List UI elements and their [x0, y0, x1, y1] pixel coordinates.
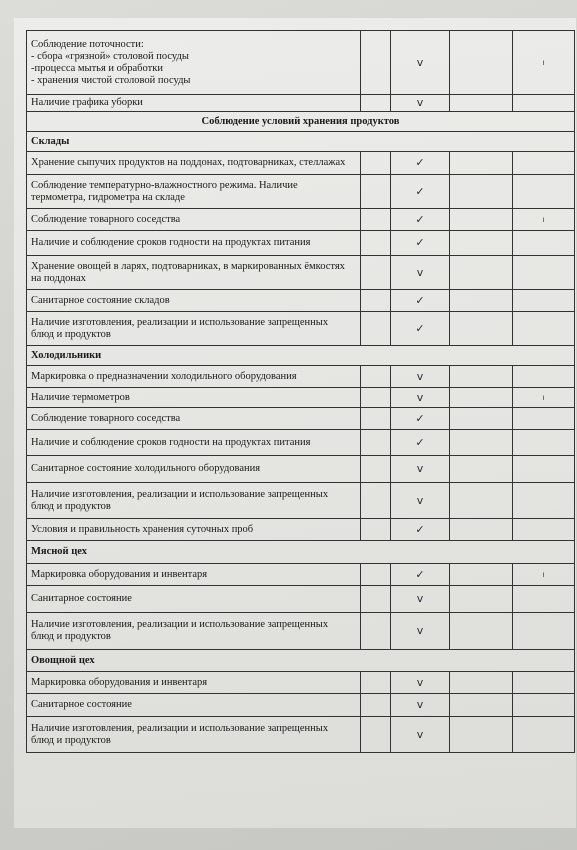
tick-mark-cell [513, 483, 575, 519]
table-row [27, 672, 575, 694]
empty-cell [450, 672, 513, 694]
check-mark-cell: v [391, 388, 450, 408]
section-header-row [27, 650, 575, 672]
tick-mark-cell [513, 175, 575, 209]
tick-mark-cell [513, 519, 575, 541]
empty-cell [361, 430, 391, 456]
criterion-text-line: Наличие графика уборки [31, 97, 143, 108]
empty-cell [361, 312, 391, 346]
empty-cell [450, 388, 513, 408]
tick-mark-cell: ı [513, 388, 575, 408]
criterion-text-line: Хранение овощей в ларях, подтоварниках, в маркированных ёмкостях [31, 260, 345, 272]
tick-mark-cell [513, 95, 575, 112]
check-mark-cell: ✓ [391, 564, 450, 586]
tick-mark-cell [513, 717, 575, 753]
empty-cell [361, 388, 391, 408]
table-row [27, 366, 575, 388]
empty-cell [450, 694, 513, 717]
criterion-text-line: Наличие изготовления, реализации и использование запрещенных [31, 488, 329, 500]
tick-mark-cell [513, 152, 575, 175]
table-row [27, 613, 575, 650]
table-row [27, 388, 575, 408]
empty-cell [361, 717, 391, 753]
check-mark-cell: ✓ [391, 519, 450, 541]
empty-cell [450, 586, 513, 613]
criterion-cell [27, 31, 361, 95]
tick-mark-cell [513, 256, 575, 290]
table-row [27, 209, 575, 231]
check-mark-cell: v [391, 95, 450, 112]
criterion-text-line: Наличие изготовления, реализации и использование запрещенных [31, 619, 329, 630]
empty-cell [361, 456, 391, 483]
empty-cell [361, 483, 391, 519]
criterion-text-line: Наличие изготовления, реализации и использование запрещенных [31, 316, 329, 328]
empty-cell [361, 95, 391, 112]
empty-cell [450, 175, 513, 209]
empty-cell [450, 209, 513, 231]
check-mark-cell: ✓ [391, 290, 450, 312]
criterion-text-line: - хранения чистой столовой посуды [31, 74, 191, 86]
empty-cell [450, 366, 513, 388]
table-row [27, 231, 575, 256]
section-header-row [27, 132, 575, 152]
criterion-cell [27, 456, 361, 483]
check-mark-cell: v [391, 366, 450, 388]
tick-mark-cell [513, 290, 575, 312]
criterion-text-line: блюд и продуктов [31, 500, 111, 512]
check-mark-cell: v [391, 256, 450, 290]
empty-cell [450, 456, 513, 483]
criterion-cell [27, 694, 361, 717]
criterion-text-line: Соблюдение поточности: [31, 38, 144, 50]
tick-mark-cell [513, 430, 575, 456]
empty-cell [450, 519, 513, 541]
empty-cell [450, 256, 513, 290]
empty-cell [361, 290, 391, 312]
check-mark-cell: v [391, 717, 450, 753]
empty-cell [361, 586, 391, 613]
check-mark-cell: ✓ [391, 175, 450, 209]
tick-mark-cell [513, 586, 575, 613]
empty-cell [361, 231, 391, 256]
check-mark-cell: ✓ [391, 209, 450, 231]
check-mark-cell: v [391, 694, 450, 717]
check-mark-cell: ✓ [391, 430, 450, 456]
empty-cell [361, 31, 391, 95]
criterion-text-line: Наличие и соблюдение сроков годности на продуктах питания [31, 436, 311, 448]
empty-cell [450, 408, 513, 430]
table-row [27, 256, 575, 290]
table-row [27, 430, 575, 456]
tick-mark-cell: ı [513, 31, 575, 95]
table-row [27, 694, 575, 717]
empty-cell [361, 366, 391, 388]
table-row [27, 519, 575, 541]
check-mark-cell: v [391, 483, 450, 519]
check-mark-cell: v [391, 672, 450, 694]
tick-mark-cell: ı [513, 564, 575, 586]
empty-cell [361, 152, 391, 175]
empty-cell [450, 290, 513, 312]
section-header: Склады [27, 132, 575, 152]
criterion-cell [27, 312, 361, 346]
empty-cell [361, 694, 391, 717]
criterion-cell [27, 290, 361, 312]
criterion-text-line: Санитарное состояние холодильного оборудования [31, 463, 261, 474]
criterion-cell [27, 231, 361, 256]
criterion-text-line: блюд и продуктов [31, 734, 111, 746]
table-row [27, 586, 575, 613]
check-mark-cell: v [391, 613, 450, 650]
empty-cell [361, 672, 391, 694]
criterion-text-line: Наличие изготовления, реализации и использование запрещенных [31, 722, 329, 734]
criterion-cell [27, 672, 361, 694]
tick-mark-cell [513, 672, 575, 694]
criterion-cell [27, 613, 361, 650]
criterion-cell [27, 152, 361, 175]
section-header: Мясной цех [27, 541, 575, 564]
table-row [27, 312, 575, 346]
check-mark-cell: ✓ [391, 231, 450, 256]
empty-cell [361, 613, 391, 650]
criterion-cell [27, 430, 361, 456]
section-title: Соблюдение условий хранения продуктов [27, 112, 575, 132]
tick-mark-cell [513, 456, 575, 483]
criterion-text-line: Наличие термометров [31, 391, 130, 403]
criterion-text-line: Санитарное состояние [31, 699, 132, 710]
criterion-text-line: Санитарное состояние складов [31, 294, 170, 306]
criterion-text-line: термометра, гидрометра на складе [31, 191, 185, 203]
criterion-text-line: на поддонах [31, 272, 86, 284]
criterion-cell [27, 483, 361, 519]
criterion-text-line: Наличие и соблюдение сроков годности на продуктах питания [31, 237, 311, 248]
criterion-cell [27, 175, 361, 209]
section-title-row [27, 112, 575, 132]
criterion-cell [27, 586, 361, 613]
empty-cell [361, 175, 391, 209]
check-mark-cell: v [391, 586, 450, 613]
table-row [27, 31, 575, 95]
table-row [27, 564, 575, 586]
tick-mark-cell [513, 366, 575, 388]
tick-mark-cell [513, 408, 575, 430]
empty-cell [361, 256, 391, 290]
table-row [27, 717, 575, 753]
criterion-cell [27, 564, 361, 586]
tick-mark-cell [513, 694, 575, 717]
check-mark-cell: ✓ [391, 408, 450, 430]
inspection-checklist-table [26, 30, 575, 753]
tick-mark-cell [513, 613, 575, 650]
criterion-text-line: Маркировка оборудования и инвентаря [31, 568, 208, 580]
empty-cell [450, 312, 513, 346]
empty-cell [450, 613, 513, 650]
criterion-text-line: блюд и продуктов [31, 631, 111, 642]
empty-cell [450, 717, 513, 753]
empty-cell [450, 152, 513, 175]
criterion-text-line: Соблюдение температурно-влажностного режима. Наличие [31, 179, 298, 191]
criterion-text-line: Условия и правильность хранения суточных проб [31, 523, 254, 535]
section-header: Холодильники [27, 346, 575, 366]
criterion-cell [27, 209, 361, 231]
check-mark-cell: v [391, 31, 450, 95]
criterion-text-line: - сбора «грязной» столовой посуды [31, 50, 189, 62]
table-row [27, 95, 575, 112]
empty-cell [361, 209, 391, 231]
criterion-text-line: Хранение сыпучих продуктов на поддонах, подтоварниках, стеллажах [31, 157, 346, 168]
table-row [27, 175, 575, 209]
criterion-text-line: блюд и продуктов [31, 328, 111, 340]
empty-cell [361, 519, 391, 541]
criterion-text-line: Соблюдение товарного соседства [31, 412, 181, 424]
section-header-row [27, 346, 575, 366]
criterion-cell [27, 366, 361, 388]
table-row [27, 152, 575, 175]
section-header-row [27, 541, 575, 564]
criterion-text-line: Соблюдение товарного соседства [31, 213, 181, 225]
check-mark-cell: ✓ [391, 152, 450, 175]
criterion-cell [27, 519, 361, 541]
criterion-text-line: Маркировка оборудования и инвентаря [31, 676, 208, 688]
table-row [27, 290, 575, 312]
empty-cell [450, 430, 513, 456]
empty-cell [450, 231, 513, 256]
criterion-cell [27, 95, 361, 112]
criterion-text-line: -процесса мытья и обработки [31, 62, 163, 74]
section-header: Овощной цех [27, 650, 575, 672]
check-mark-cell: v [391, 456, 450, 483]
empty-cell [450, 95, 513, 112]
criterion-cell [27, 717, 361, 753]
empty-cell [361, 564, 391, 586]
empty-cell [450, 564, 513, 586]
table-row [27, 483, 575, 519]
table-row [27, 456, 575, 483]
criterion-text-line: Маркировка о предназначении холодильного оборудования [31, 370, 297, 382]
tick-mark-cell [513, 231, 575, 256]
criterion-cell [27, 388, 361, 408]
criterion-cell [27, 408, 361, 430]
empty-cell [450, 31, 513, 95]
criterion-cell [27, 256, 361, 290]
empty-cell [450, 483, 513, 519]
table-row [27, 408, 575, 430]
check-mark-cell: ✓ [391, 312, 450, 346]
empty-cell [361, 408, 391, 430]
tick-mark-cell [513, 312, 575, 346]
tick-mark-cell: ı [513, 209, 575, 231]
criterion-text-line: Санитарное состояние [31, 593, 132, 604]
